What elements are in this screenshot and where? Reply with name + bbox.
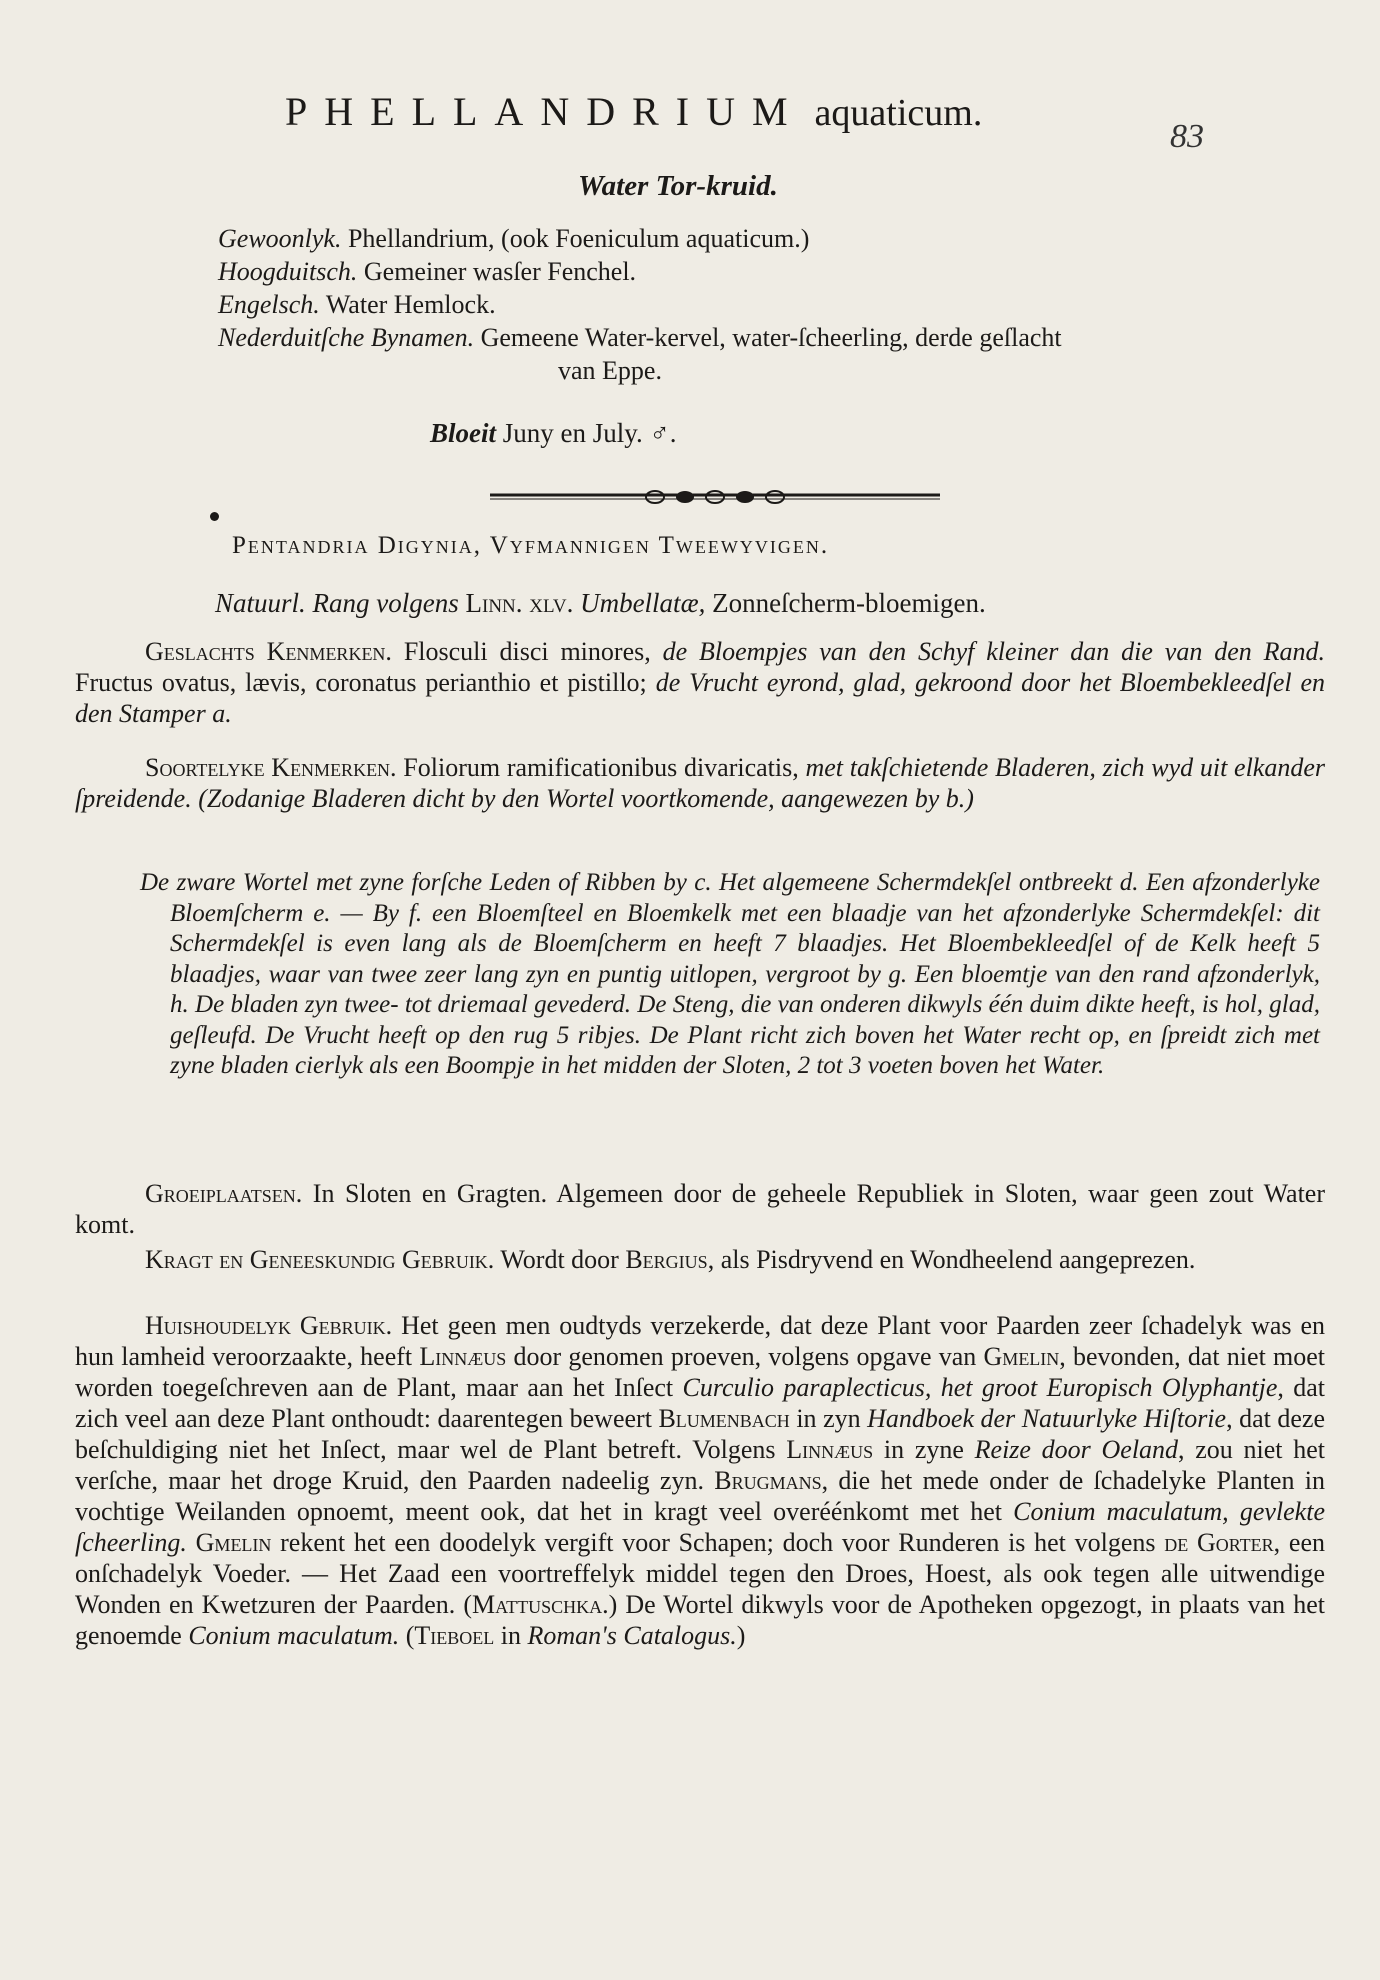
text-run: , die het mede onder de ſchadelyke Planten in vochtige Weilanden opnoemt, meent ook, dat het in kragt veel overéénkomt met het [75,1466,1325,1526]
text-run: ( [399,1621,415,1650]
text-run: in [494,1621,528,1650]
text-run: Conium maculatum. [188,1621,400,1650]
household-use: Huishoudelyk Gebruik. Het geen men oudtyds verzekerde, dat deze Plant voor Paarden zeer ſchadelyk was en hun lamheid veroorzaakte, heeft Linnæus door genomen proeven, volgens opgave van Gmelin, bevonden, dat niet moet worden toegeſchreven aan de Plant, maar aan het Inſect Curculio paraplecticus, het groot Europisch Olyphantje, dat zich veel aan deze Plant onthoudt: daarentegen beweert Blumenbach in zyn Handboek der Natuurlyke Hiſtorie, dat deze beſchuldiging niet het Inſect, maar wel de Plant betreft. Volgens Linnæus in zyne Reize door Oeland, zou niet het verſche, maar het droge Kruid, den Paarden nadeelig zyn. Brugmans, die het mede onder de ſchadelyke Planten in vochtige Weilanden opnoemt, meent ook, dat het in kragt veel overéénkomt met het Conium maculatum, gevlekte ſcheerling. Gmelin rekent het een doodelyk vergift voor Schapen; doch voor Runderen is het volgens de Gorter, een onſchadelyk Voeder. — Het Zaad een voortreffelyk middel tegen den Droes, Hoest, als ook tegen alle uitwendige Wonden en Kwetzuren der Paarden. (Mattuschka.) De Wortel dikwyls voor de Apotheken opgezogt, in plaats van het genoemde Conium maculatum. (Tieboel in Roman's Catalogus.) [75,1311,1326,1650]
text-run: Tieboel [414,1621,495,1650]
medicinal-use: Kragt en Geneeskundig Gebruik. Wordt door Bergius, als Pisdryvend en Wondheelend aangeprezen. [145,1245,1196,1274]
text-run: rekent het een doodelyk vergift voor Schapen; doch voor Runderen is het volgens [271,1528,1165,1557]
text-run: , zou niet het verſche, maar het droge Kruid, den Paarden nadeelig zyn. [75,1435,1325,1495]
page-subtitle: Water Tor-kruid. [578,170,778,202]
flowering: Bloeit Juny en July. ♂. [430,418,677,448]
title-species: aquaticum. [814,92,983,134]
text-run: door genomen proeven, volgens opgave van [506,1342,984,1371]
text-run: , bevonden, dat niet moet worden toegeſchreven aan de Plant, maar aan het Inſect [75,1342,1326,1402]
text-run: in zyne [873,1435,975,1464]
name-line: Gewoonlyk. Phellandrium, (ook Foeniculum aquaticum.) [218,224,810,253]
text-run: de Gorter [1164,1528,1274,1557]
text-run: , dat deze beſchuldiging niet het Inſect, maar wel de Plant betreft. Volgens [75,1404,1326,1464]
plate-description: De zware Wortel met zyne forſche Leden of Ribben by c. Het algemeene Schermdekſel ontbreekt d. Een afzonderlyke Bloemſcherm e. — By f. een Bloemſteel en Bloemkelk met een blaadje van het afzonderlyke Schermdekſel: dit Schermdekſel is even lang als de Bloemſcherm en heeft 7 blaadjes. Het Bloembekleedſel of de Kelk heeft 5 blaadjes, waar van twee zeer lang zyn en puntig uitlopen, vergroot by g. Een bloemtje van den rand afzonderlyk, h. De bladen zyn twee- tot driemaal gevederd. De Steng, die van onderen dikwyls één duim dikte heeft, is hol, glad, geſleufd. De Vrucht heeft op den rug 5 ribjes. De Plant richt zich boven het Water recht op, en ſpreidt zich met zyne bladen cierlyk als een Boompje in het midden der Sloten, 2 tot 3 voeten boven het Water. [140,869,1320,1079]
text-run: Mattuschka. [471,1590,609,1619]
text-run: ) [736,1621,746,1650]
text-run: , dat zich veel aan deze Plant onthoudt: daarentegen beweert [75,1373,1325,1433]
text-run: Het geen men oudtyds verzekerde, dat deze Plant voor Paarden zeer ſchadelyk was en hun lamheid veroorzaakte, heeft [75,1311,1325,1371]
text-run [187,1528,196,1557]
title-genus: PHELLANDRIUM [285,89,805,134]
name-line-continued: van Eppe. [558,356,662,385]
text-run: ) De Wortel dikwyls voor de Apotheken opgezogt, in plaats van het genoemde [75,1590,1326,1650]
linnaean-system: Pentandria Digynia, Vyfmannigen Tweewyvigen. [232,532,830,559]
text-run: Blumenbach [658,1404,790,1433]
text-run: Curculio paraplecticus, het groot Europisch Olyphantje [682,1373,1278,1402]
species-characters: Soortelyke Kenmerken. Foliorum ramificationibus divaricatis, met takſchietende Bladeren, zich wyd uit elkander ſpreidende. (Zodanige Bladeren dicht by den Wortel voortkomende, aangewezen by b.) [75,753,1325,813]
habitat: Groeiplaatsen. In Sloten en Gragten. Algemeen door de geheele Republiek in Sloten, waar geen zout Water komt. [75,1179,1325,1239]
text-run: Brugmans [714,1466,822,1495]
text-run: Gmelin [195,1528,272,1557]
page-title [285,88,982,135]
text-run: Gmelin [983,1342,1060,1371]
name-line: Hoogduitsch. Gemeiner wasſer Fenchel. [218,257,637,286]
text-run: Roman's Catalogus. [527,1621,737,1650]
text-run: Linnæus [786,1435,874,1464]
text-run: Conium maculatum, gevlekte ſcheerling. [75,1497,1325,1557]
text-run: Reize door Oeland [974,1435,1179,1464]
vernacular-names [218,222,1062,387]
text-run: , een onſchadelyk Voeder. — Het Zaad een voortreffelyk middel tegen den Droes, Hoest, als ook tegen alle uitwendige Wonden en Kwetzuren der Paarden. ( [75,1528,1325,1619]
margin-dot [210,512,219,521]
text-run: Linnæus [419,1342,507,1371]
name-line: Engelsch. Water Hemlock. [218,290,496,319]
text-run: in zyn [789,1404,868,1433]
name-line: Nederduitſche Bynamen. Gemeene Water-kervel, water-ſcheerling, derde geſlacht [218,323,1062,352]
genus-characters: Geslachts Kenmerken. Flosculi disci minores, de Bloempjes van den Schyf kleiner dan die van den Rand. Fructus ovatus, lævis, coronatus perianthio et pistillo; de Vrucht eyrond, glad, gekroond door het Bloembekleedſel en den Stamper a. [75,637,1326,728]
ornament-divider [490,485,940,515]
natural-rank: Natuurl. Rang volgens Linn. xlv. Umbellatæ, Zonneſcherm-bloemigen. [215,588,986,618]
page-number: 83 [1170,118,1204,155]
text-run: Handboek der Natuurlyke Hiſtorie [867,1404,1227,1433]
